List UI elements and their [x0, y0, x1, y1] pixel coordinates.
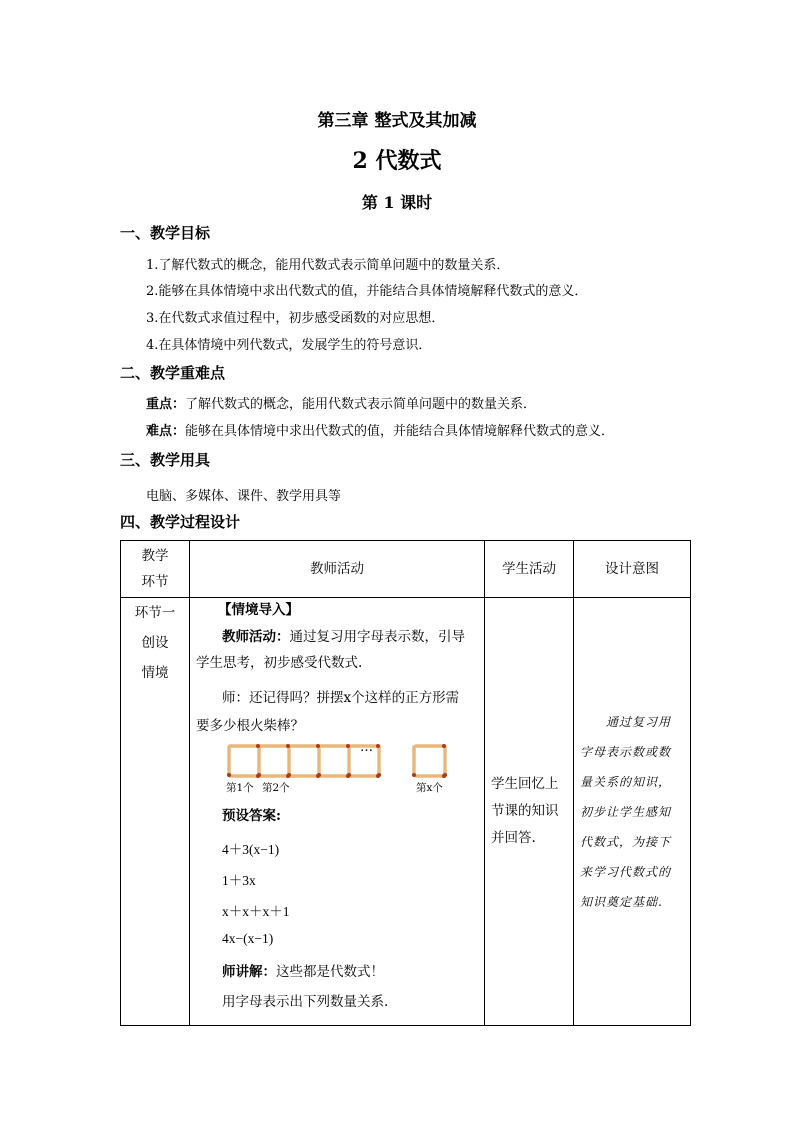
teacher-activity-cell	[190, 598, 485, 1026]
answer-item: 1＋3x	[222, 873, 256, 888]
figure-dots: …	[360, 740, 373, 755]
lesson-title: 2 代数式	[352, 148, 442, 174]
explain-text: 这些都是代数式！	[276, 964, 384, 980]
student-activity-cell	[485, 598, 574, 1026]
table-row	[121, 598, 691, 1026]
activity-label: 教师活动：	[222, 629, 290, 645]
design-intent-cell	[574, 598, 691, 1026]
goal-item: 1.了解代数式的概念，能用代数式表示简单问题中的数量关系．	[146, 258, 510, 273]
answer-item: x＋x＋x＋1	[222, 904, 290, 919]
design-line: 知识奠定基础.	[580, 894, 663, 909]
header-teacher: 教师活动	[190, 541, 485, 598]
header-stage-line: 教学	[141, 548, 169, 564]
difficult-label: 难点：	[146, 424, 186, 439]
figure-label: 第2个	[262, 782, 290, 794]
student-line: 节课的知识	[491, 803, 559, 819]
explain-label: 师讲解：	[222, 964, 276, 980]
student-line: 并回答.	[491, 830, 536, 846]
stage-line: 环节一	[134, 605, 176, 621]
final-line: 用字母表示出下列数量关系.	[222, 994, 389, 1010]
design-line: 量关系的知识，	[580, 774, 672, 789]
period-title: 第 1 课时	[361, 193, 433, 212]
key-label: 重点：	[146, 397, 186, 412]
stage-cell	[121, 598, 190, 1026]
tools-text: 电脑、多媒体、课件、教学用具等	[146, 489, 342, 504]
figure-label: 第x个	[416, 782, 443, 794]
keypoints-heading: 二、教学重难点	[120, 364, 226, 382]
activity-line	[222, 625, 465, 645]
explain-line	[222, 960, 384, 980]
goal-item: 4.在具体情境中列代数式，发展学生的符号意识．	[146, 338, 432, 353]
key-text: 了解代数式的概念，能用代数式表示简单问题中的数量关系．	[185, 397, 537, 412]
header-stage	[121, 541, 190, 598]
table-header-row	[121, 541, 691, 598]
answer-label: 预设答案:	[222, 808, 281, 824]
activity-text: 通过复习用字母表示数，引导	[289, 629, 465, 645]
tools-heading: 三、教学用具	[120, 451, 211, 469]
answer-item: 4x−(x−1)	[222, 931, 274, 946]
goals-heading: 一、教学目标	[120, 224, 211, 242]
student-line: 学生回忆上	[491, 776, 559, 792]
design-line: 来学习代数式的	[580, 864, 672, 879]
key-point	[146, 393, 536, 412]
question-line: 师：还记得吗？拼摆x个这样的正方形需	[222, 690, 460, 706]
question-line: 要多少根火柴棒？	[196, 718, 304, 734]
scenario-tag: 【情境导入】	[218, 602, 299, 618]
header-stage-line: 环节	[141, 574, 169, 590]
header-design: 设计意图	[574, 541, 691, 598]
design-line: 通过复习用	[606, 714, 672, 729]
design-line: 代数式，为接下	[580, 834, 672, 849]
difficult-point	[146, 420, 614, 439]
design-line: 字母表示数或数	[580, 744, 672, 759]
process-heading: 四、教学过程设计	[120, 513, 241, 531]
header-student: 学生活动	[485, 541, 574, 598]
stage-line: 情境	[141, 665, 169, 681]
chapter-title: 第三章 整式及其加减	[317, 111, 477, 131]
activity-line: 学生思考，初步感受代数式.	[196, 655, 363, 671]
stage-line: 创设	[141, 635, 169, 651]
goal-item: 3.在代数式求值过程中，初步感受函数的对应思想．	[146, 311, 445, 326]
design-line: 初步让学生感知	[580, 804, 672, 819]
answer-item: 4＋3(x−1)	[222, 842, 280, 857]
process-table	[120, 540, 691, 1026]
figure-label: 第1个	[226, 782, 254, 794]
difficult-text: 能够在具体情境中求出代数式的值，并能结合具体情境解释代数式的意义．	[185, 424, 615, 439]
goal-item: 2.能够在具体情境中求出代数式的值，并能结合具体情境解释代数式的意义．	[146, 284, 588, 299]
